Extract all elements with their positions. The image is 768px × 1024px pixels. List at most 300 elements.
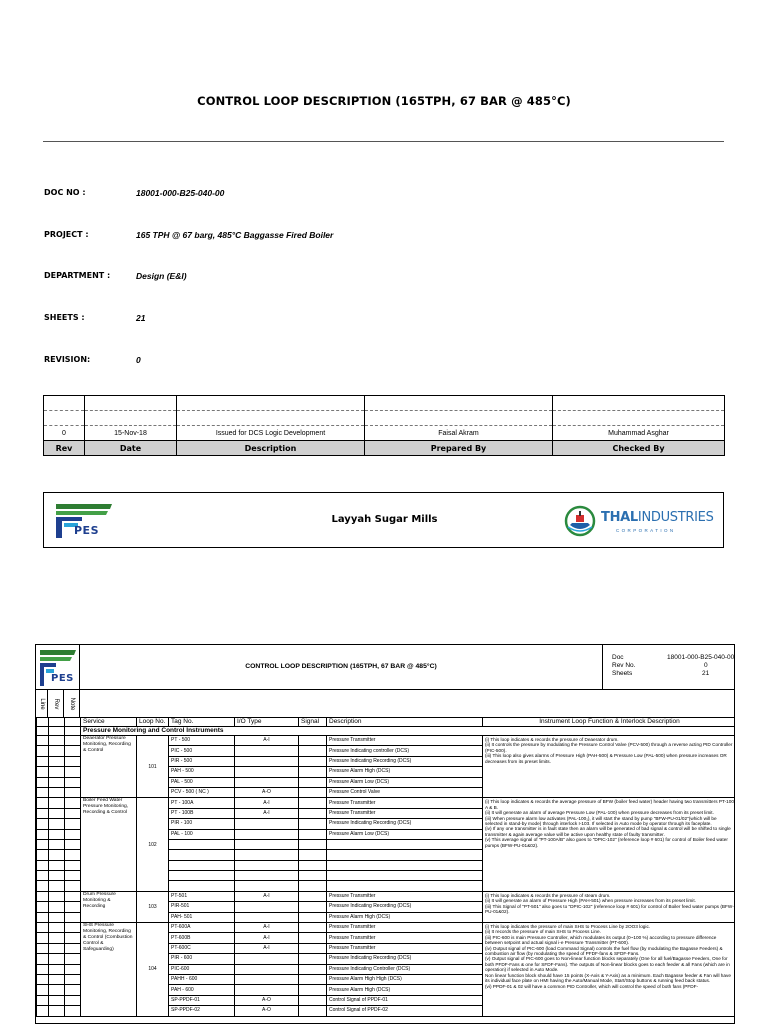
note-cell: [65, 933, 81, 943]
io-type-cell: [235, 881, 299, 891]
rev-cell: [49, 850, 65, 860]
note-cell: [65, 871, 81, 881]
client-box: [43, 492, 724, 548]
vertical-header-rev: [48, 690, 64, 717]
tag-no-cell: PAL - 500: [169, 777, 235, 787]
meta-value: 0: [136, 355, 141, 365]
io-type-cell: A-I: [235, 891, 299, 901]
table-row: [37, 736, 736, 746]
rev-cell: [49, 902, 65, 912]
service-cell: Deaerator Pressure Monitoring, Recording & Control: [81, 736, 137, 798]
line-header: Line: [38, 697, 45, 710]
tag-no-cell: PT-600A: [169, 923, 235, 933]
io-type-cell: [235, 912, 299, 922]
rev-cell: [49, 923, 65, 933]
tag-no-cell: SP-PPDF-01: [169, 995, 235, 1005]
rev-cell: [49, 954, 65, 964]
function-line: (iii) When pressure alarm low activates (PAL-100₁), it will start the stand by pump "BFW-PU-01/02"(which will be selected in stand-by mode) through interlock I-103. If selected in Auto mode by operator through its faceplate.: [485, 815, 717, 826]
tag-no-cell: [169, 881, 235, 891]
function-line: (v) Output signal of PIC-600 goes to Non-linear function blocks separately (One for all fuel/Bagasse Feeders, One for both PFDF-Fans & one for SFDF-Fans). The outputs of Non-linear blocks goes to each feeder & all Fans (which are in operation) if selected in Auto Mode.: [485, 956, 730, 973]
rev-cell: [49, 985, 65, 995]
rev-cell: [49, 736, 65, 746]
rev-cell: [49, 943, 65, 953]
sheet-logo-text: PES: [51, 673, 74, 684]
note-cell: [65, 736, 81, 746]
description-cell: [327, 871, 483, 881]
checked-by-cell: [553, 396, 725, 411]
rev-cell: [49, 881, 65, 891]
note-cell: [65, 923, 81, 933]
io-type-cell: [235, 860, 299, 870]
signal-cell: [299, 756, 327, 766]
tag-no-header: Tag No.: [169, 718, 235, 727]
function-line: (iii) This loop also gives alarms of Pressure High (PAH-500) & Pressure Low (PAL-500) when pressure increases OR decreases from its preset limits.: [485, 753, 727, 764]
note-cell: [65, 860, 81, 870]
line-cell: [37, 736, 49, 746]
tag-no-cell: [169, 871, 235, 881]
sheets-value: 21: [702, 670, 710, 677]
note-cell: [65, 995, 81, 1005]
note-cell: [65, 954, 81, 964]
line-cell: [37, 839, 49, 849]
rev-cell: [49, 777, 65, 787]
sheet-logo-cell: [36, 645, 80, 690]
note-cell: [65, 974, 81, 984]
sheet-doc-box: [602, 645, 735, 690]
loop-no-cell: 103: [137, 891, 169, 922]
signal-cell: [299, 746, 327, 756]
rev-cell: [49, 746, 65, 756]
meta-value: 21: [136, 313, 146, 323]
meta-label: PROJECT :: [44, 230, 89, 239]
description-cell: Pressure Alarm High (DCS): [327, 912, 483, 922]
revision-row: [44, 396, 725, 411]
tag-no-cell: PAL - 100: [169, 829, 235, 839]
signal-cell: [299, 787, 327, 797]
io-type-cell: [235, 777, 299, 787]
loop-body: [37, 736, 736, 1017]
rev-cell: [49, 767, 65, 777]
revision-row: [44, 426, 725, 441]
io-type-cell: A-I: [235, 808, 299, 818]
io-type-cell: [235, 902, 299, 912]
table-row: [37, 923, 736, 933]
prepared-by-header: Prepared By: [365, 441, 553, 456]
io-type-cell: A-I: [235, 923, 299, 933]
ship-emblem-icon: [562, 505, 598, 537]
signal-cell: [299, 912, 327, 922]
function-line: (iii) This Signal of "PT-501" also goes to "DPIC-102" (reference loop # 601) for control of Boiler feed water pumps (BFW-PU-01&02).: [485, 903, 734, 915]
line-cell: [37, 964, 49, 974]
thal-brand-a: THAL: [601, 510, 638, 525]
signal-cell: [299, 933, 327, 943]
prepared-by-cell: Faisal Akram: [365, 426, 553, 441]
tag-no-cell: PIC - 500: [169, 746, 235, 756]
rev-label: Rev No.: [612, 662, 636, 669]
signal-cell: [299, 871, 327, 881]
meta-label: REVISION:: [44, 355, 91, 364]
date-cell: [85, 396, 177, 411]
note-cell: [65, 829, 81, 839]
date-cell: [85, 411, 177, 426]
line-cell: [37, 746, 49, 756]
tag-no-cell: PIR - 600: [169, 954, 235, 964]
tag-no-cell: PAH - 500: [169, 767, 235, 777]
line-cell: [37, 767, 49, 777]
function-cell: [483, 923, 736, 1017]
rev-col: [49, 727, 65, 736]
function-line: (ii) It records the pressure of main SHS to Process Line.: [485, 929, 601, 935]
line-cell: [37, 756, 49, 766]
signal-cell: [299, 985, 327, 995]
line-cell: [37, 974, 49, 984]
column-header-row: [37, 718, 736, 727]
description-cell: [327, 881, 483, 891]
io-type-cell: [235, 871, 299, 881]
description-cell: Pressure Control Valve: [327, 787, 483, 797]
signal-cell: [299, 819, 327, 829]
function-header: Instrument Loop Function & Interlock Description: [483, 718, 736, 727]
line-col: [37, 718, 49, 727]
checked-by-cell: [553, 411, 725, 426]
note-cell: [65, 746, 81, 756]
meta-value: Design (E&I): [136, 271, 187, 281]
description-cell: Pressure Transmitter: [327, 808, 483, 818]
description-cell: Pressure Alarm Low (DCS): [327, 777, 483, 787]
date-cell: 15-Nov-18: [85, 426, 177, 441]
io-type-cell: A-O: [235, 787, 299, 797]
meta-value: 18001-000-B25-040-00: [136, 188, 225, 198]
rev-cell: [49, 974, 65, 984]
signal-cell: [299, 881, 327, 891]
loop-no-cell: 102: [137, 798, 169, 892]
tag-no-cell: PAH- 501: [169, 912, 235, 922]
line-col: [37, 727, 49, 736]
signal-cell: [299, 777, 327, 787]
table-row: [37, 798, 736, 808]
io-type-cell: A-O: [235, 995, 299, 1005]
signal-cell: [299, 829, 327, 839]
function-line: (ii) It will generate an alarm of average Pressure Low (PAL-100) when pressure decreases from its preset limit.: [485, 810, 714, 816]
description-cell: [327, 860, 483, 870]
signal-cell: [299, 736, 327, 746]
loop-sheet: [35, 644, 735, 1024]
rev-cell: [44, 411, 85, 426]
doc-label: Doc: [612, 654, 624, 661]
prepared-by-cell: [365, 396, 553, 411]
note-cell: [65, 902, 81, 912]
line-cell: [37, 881, 49, 891]
line-cell: [37, 954, 49, 964]
note-cell: [65, 964, 81, 974]
revision-header-row: [44, 441, 725, 456]
line-cell: [37, 923, 49, 933]
tag-no-cell: PCV - 500 ( NC ): [169, 787, 235, 797]
signal-cell: [299, 808, 327, 818]
description-cell: Pressure Alarm High (DCS): [327, 767, 483, 777]
rev-cell: [49, 756, 65, 766]
note-cell: [65, 985, 81, 995]
rev-header: Rev: [52, 698, 59, 709]
tag-no-cell: PT-600C: [169, 943, 235, 953]
note-cell: [65, 777, 81, 787]
note-col: [65, 727, 81, 736]
line-cell: [37, 871, 49, 881]
line-cell: [37, 829, 49, 839]
tag-no-cell: PT-600B: [169, 933, 235, 943]
note-cell: [65, 756, 81, 766]
rev-cell: [49, 891, 65, 901]
line-cell: [37, 985, 49, 995]
rev-cell: [49, 912, 65, 922]
note-cell: [65, 798, 81, 808]
io-type-cell: A-I: [235, 943, 299, 953]
table-row: [37, 891, 736, 901]
sheet-header: [36, 645, 735, 690]
rev-col: [49, 718, 65, 727]
signal-cell: [299, 850, 327, 860]
function-line: (i) This loop indicates & records the average pressure of BFW (boiler feed water) header having two transmitters PT-100 A & B.: [485, 799, 734, 810]
rev-cell: [49, 787, 65, 797]
description-cell: Pressure Transmitter: [327, 736, 483, 746]
description-cell: Pressure Alarm Low (DCS): [327, 829, 483, 839]
section-title: Pressure Monitoring and Control Instruments: [81, 727, 736, 736]
io-type-cell: [235, 985, 299, 995]
meta-label: SHEETS :: [44, 313, 85, 322]
function-line: (i) This loop indicates & records the pressure of steam drum.: [485, 892, 611, 898]
cover-title: CONTROL LOOP DESCRIPTION (165TPH, 67 BAR @ 485°C): [197, 94, 571, 108]
rev-cell: [49, 933, 65, 943]
service-cell: SHS Pressure Monitoring, Recording & Control (Combustion Control & Safeguarding): [81, 923, 137, 1017]
rev-cell: [49, 839, 65, 849]
tag-no-cell: PT-501: [169, 891, 235, 901]
function-line: (ii) It will generate an alarm of Pressure High (PAH-501) when pressure increases from its preset limit.: [485, 898, 696, 904]
vertical-header-line: [36, 690, 48, 717]
rev-cell: [49, 829, 65, 839]
description-cell: Pressure Transmitter: [327, 943, 483, 953]
thal-brand-b: INDUSTRIES: [637, 510, 714, 525]
tag-no-cell: [169, 839, 235, 849]
vertical-header-note: [64, 690, 80, 717]
io-type-cell: A-I: [235, 933, 299, 943]
thal-brand-text: [601, 510, 714, 525]
function-line: (ii) It controls the pressure by modulating the Pressure Control Valve (PCV-500) through a reverse acting PID Controller (PIC-500).: [485, 742, 733, 753]
io-type-cell: [235, 974, 299, 984]
signal-cell: [299, 1006, 327, 1016]
tag-no-cell: PAH - 600: [169, 985, 235, 995]
note-col: [65, 718, 81, 727]
note-cell: [65, 912, 81, 922]
service-cell: Drum Pressure Monitoring & Recording: [81, 891, 137, 922]
tag-no-cell: PT - 500: [169, 736, 235, 746]
description-cell: Pressure Transmitter: [327, 891, 483, 901]
function-line: (iv) If any one transmitter is in fault state then an alarm will be generated of bad signal & control will be shifted to single transmitter & again average value will be active upon healthy state of faulty transmitter.: [485, 826, 731, 837]
note-cell: [65, 891, 81, 901]
io-type-cell: [235, 964, 299, 974]
description-cell: Pressure Transmitter: [327, 798, 483, 808]
revision-table: [43, 395, 725, 456]
note-cell: [65, 819, 81, 829]
signal-cell: [299, 974, 327, 984]
description-cell: Control Signal of PPDF-02: [327, 1006, 483, 1016]
rev-cell: [49, 964, 65, 974]
note-cell: [65, 767, 81, 777]
meta-value: 165 TPH @ 67 barg, 485°C Baggasse Fired Boiler: [136, 230, 334, 240]
cover-divider: [43, 141, 724, 142]
note-cell: [65, 787, 81, 797]
loop-no-header: Loop No.: [137, 718, 169, 727]
signal-cell: [299, 902, 327, 912]
io-type-cell: [235, 756, 299, 766]
loop-table: [36, 717, 735, 1017]
thal-subtitle: CORPORATION: [616, 528, 676, 533]
line-cell: [37, 902, 49, 912]
description-cell: Control Signal of PPDF-01: [327, 995, 483, 1005]
sheet-title: CONTROL LOOP DESCRIPTION (165TPH, 67 BAR @ 485°C): [245, 663, 437, 670]
note-header: Note: [68, 697, 75, 710]
line-cell: [37, 777, 49, 787]
description-cell: Pressure Indicating Recording (DCS): [327, 819, 483, 829]
signal-header: Signal: [299, 718, 327, 727]
signal-cell: [299, 860, 327, 870]
section-row: [37, 727, 736, 736]
signal-cell: [299, 954, 327, 964]
io-type-header: I/O Type: [235, 718, 299, 727]
note-cell: [65, 881, 81, 891]
checked-by-cell: Muhammad Asghar: [553, 426, 725, 441]
line-cell: [37, 995, 49, 1005]
rev-value: 0: [704, 662, 708, 669]
signal-cell: [299, 943, 327, 953]
line-cell: [37, 912, 49, 922]
io-type-cell: [235, 829, 299, 839]
client-name: Layyah Sugar Mills: [331, 514, 438, 525]
rev-cell: [49, 798, 65, 808]
description-cell: Pressure Indicating Controller (DCS): [327, 964, 483, 974]
loop-no-cell: 101: [137, 736, 169, 798]
note-cell: [65, 943, 81, 953]
function-line: (iii) PIC-600 is main Pressure Controller, which modulates its output (0~100 %) according to pressure difference between setpoint and actual signal i-e Pressure Transmitter (PT-600).: [485, 934, 717, 946]
line-cell: [37, 798, 49, 808]
function-cell: [483, 891, 736, 922]
description-cell: Pressure Indicating Recording (DCS): [327, 954, 483, 964]
io-type-cell: [235, 850, 299, 860]
description-header: Description: [177, 441, 365, 456]
revision-row: [44, 411, 725, 426]
function-line: (iv) Output signal of PIC-600 (load Command Signal) controls the fuel flow (by modulating the Bagasse Feeders) & combustion air flow (by modulating the speed of PFDF-fans & SFDF-Fans.: [485, 945, 723, 957]
description-cell: Pressure Transmitter: [327, 923, 483, 933]
line-cell: [37, 808, 49, 818]
note-cell: [65, 808, 81, 818]
tag-no-cell: PIR - 100: [169, 819, 235, 829]
io-type-cell: A-I: [235, 736, 299, 746]
signal-cell: [299, 891, 327, 901]
io-type-cell: [235, 746, 299, 756]
meta-label: DEPARTMENT :: [44, 271, 111, 280]
signal-cell: [299, 964, 327, 974]
io-type-cell: [235, 819, 299, 829]
tag-no-cell: PIR - 500: [169, 756, 235, 766]
tag-no-cell: [169, 860, 235, 870]
tag-no-cell: PIR-501: [169, 902, 235, 912]
io-type-cell: [235, 767, 299, 777]
signal-cell: [299, 767, 327, 777]
rev-cell: [49, 871, 65, 881]
function-line: (i) This loop indicates the pressure of main SHS to Process Line by 2OO3 logic.: [485, 924, 651, 930]
tag-no-cell: PAHH - 600: [169, 974, 235, 984]
io-type-cell: A-O: [235, 1006, 299, 1016]
service-header: Service: [81, 718, 137, 727]
description-cell: Pressure Transmitter: [327, 933, 483, 943]
pes-logo-text: PES: [74, 524, 99, 537]
rev-header: Rev: [44, 441, 85, 456]
description-cell: [177, 411, 365, 426]
rev-cell: [49, 819, 65, 829]
function-line: (v) This average signal of "PT-100A/B" also goes to "DPIC-102" (reference loop # 601) for control of Boiler feed water pumps (BFW-PU-01&02).: [485, 837, 728, 848]
signal-cell: [299, 839, 327, 849]
service-cell: Boiler Feed Water Pressure Monitoring, Recording & Control: [81, 798, 137, 892]
rev-cell: 0: [44, 426, 85, 441]
line-cell: [37, 943, 49, 953]
line-cell: [37, 787, 49, 797]
function-cell: [483, 736, 736, 798]
line-cell: [37, 819, 49, 829]
function-line: (vi) PPDF-01 & 02 will have a common PID Controller, which will control the speed of both fans (PFDF-: [485, 983, 699, 989]
line-cell: [37, 891, 49, 901]
description-cell: Pressure Indicating controller (DCS): [327, 746, 483, 756]
description-cell: [327, 839, 483, 849]
rev-cell: [44, 396, 85, 411]
thal-logo: [562, 503, 722, 539]
tag-no-cell: PT - 100B: [169, 808, 235, 818]
rev-cell: [49, 808, 65, 818]
sheets-label: Sheets: [612, 670, 633, 677]
note-cell: [65, 839, 81, 849]
description-cell: Pressure Indicating Recording (DCS): [327, 756, 483, 766]
rev-cell: [49, 995, 65, 1005]
line-cell: [37, 850, 49, 860]
prepared-by-cell: [365, 411, 553, 426]
description-cell: [327, 850, 483, 860]
doc-value: 18001-000-B25-040-00: [667, 654, 735, 661]
function-cell: [483, 798, 736, 892]
io-type-cell: [235, 954, 299, 964]
line-cell: [37, 1006, 49, 1016]
date-header: Date: [85, 441, 177, 456]
signal-cell: [299, 995, 327, 1005]
line-cell: [37, 860, 49, 870]
function-line: (i) This loop indicates & records the pressure of Deaerator drum.: [485, 737, 619, 742]
description-cell: Pressure Indicating Recording (DCS): [327, 902, 483, 912]
signal-cell: [299, 798, 327, 808]
description-cell: Pressure Alarm High (DCS): [327, 985, 483, 995]
tag-no-cell: [169, 850, 235, 860]
description-cell: [177, 396, 365, 411]
note-cell: [65, 1006, 81, 1016]
tag-no-cell: SP-PPDF-02: [169, 1006, 235, 1016]
description-header: Description: [327, 718, 483, 727]
description-cell: Pressure Alarm High High (DCS): [327, 974, 483, 984]
io-type-cell: [235, 839, 299, 849]
rev-cell: [49, 860, 65, 870]
line-cell: [37, 933, 49, 943]
rev-cell: [49, 1006, 65, 1016]
signal-cell: [299, 923, 327, 933]
function-line: Non linear function block should have 15 points (X-Axis & Y-Axis) as a minimum. Each Bagasse feeder & Fan will have its individual face plate on HMI having the Auto/Manual Mode, Start/Stop buttons & running feed back status.: [485, 972, 731, 984]
meta-label: DOC NO :: [44, 188, 86, 197]
checked-by-header: Checked By: [553, 441, 725, 456]
loop-no-cell: 104: [137, 923, 169, 1017]
